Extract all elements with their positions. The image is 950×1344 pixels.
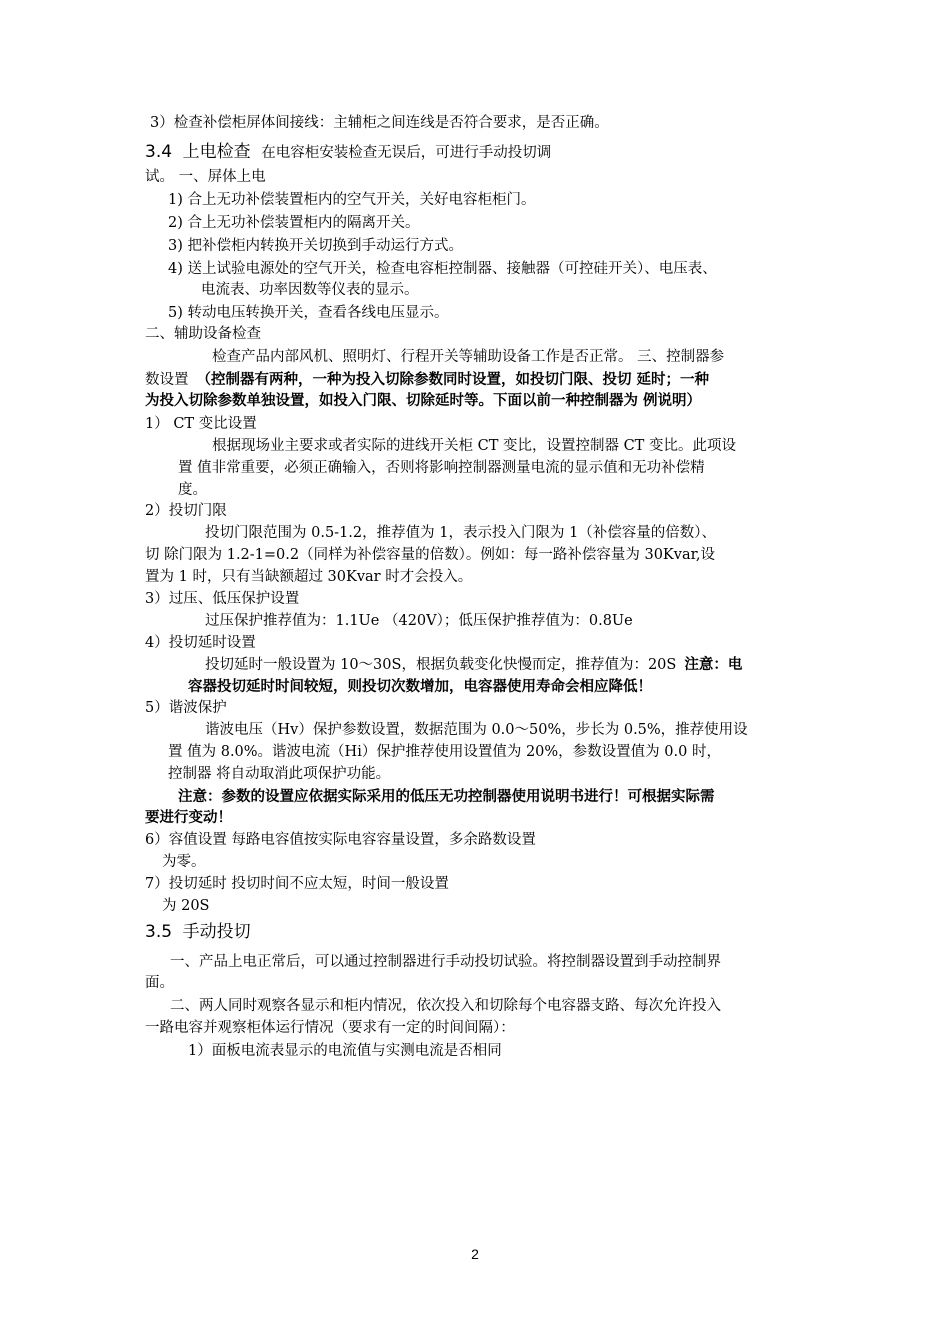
list-item: 5) 转动电压转换开关，查看各线电压显示。 <box>168 305 449 321</box>
text-line: 3）检查补偿柜屏体间接线：主辅柜之间连线是否符合要求，是否正确。 <box>150 115 609 131</box>
list-item: 1) 合上无功补偿装置柜内的空气开关，关好电容柜柜门。 <box>168 192 536 208</box>
text-line: 电流表、功率因数等仪表的显示。 <box>201 282 419 298</box>
bold-note: 容器投切延时时间较短，则投切次数增加，电容器使用寿命会相应降低！ <box>188 678 652 695</box>
text-line: 6）容值设置 每路电容值按实际电容容量设置，多余路数设置 <box>145 832 536 848</box>
text-line: 7）投切延时 投切时间不应太短，时间一般设置 <box>145 876 449 892</box>
subsection-heading: 2）投切门限 <box>145 503 227 519</box>
text-line: 置 值为 8.0%。谐波电流（Hi）保护推荐使用设置值为 20%，参数设置值为 0.0 时， <box>168 744 721 760</box>
text-line: 谐波电压（Hv）保护参数设置，数据范围为 0.0～50%，步长为 0.5%，推荐使用设 <box>205 722 748 738</box>
text-line: 一、产品上电正常后，可以通过控制器进行手动投切试验。将控制器设置到手动控制界 <box>170 954 721 970</box>
text-line: 面。 <box>145 975 174 991</box>
text-line: 根据现场业主要求或者实际的进线开关柜 CT 变比，设置控制器 CT 变比。此项设 <box>212 438 736 454</box>
bold-note: 要进行变动！ <box>145 809 232 826</box>
subsection-heading: 二、辅助设备检查 <box>145 326 261 342</box>
section-number: 3.5 <box>145 922 173 942</box>
list-item: 2) 合上无功补偿装置柜内的隔离开关。 <box>168 215 420 231</box>
subsection-heading: 1） CT 变比设置 <box>145 416 257 432</box>
section-title: 手动投切 <box>182 922 251 942</box>
text-line: 切 除门限为 1.2-1=0.2（同样为补偿容量的倍数）。例如：每一路补偿容量为 30Kvar,设 <box>145 547 716 563</box>
text-line: 为 20S <box>162 898 210 914</box>
text-line: 1）面板电流表显示的电流值与实测电流是否相同 <box>188 1043 502 1059</box>
text-line: 置为 1 时，只有当缺额超过 30Kvar 时才会投入。 <box>145 569 473 585</box>
list-item: 3) 把补偿柜内转换开关切换到手动运行方式。 <box>168 238 463 254</box>
text-line: 度。 <box>178 482 207 498</box>
text-line <box>145 369 709 391</box>
text-line: 控制器 将自动取消此项保护功能。 <box>168 766 391 782</box>
section-intro: 在电容柜安装检查无误后，可进行手动投切调 <box>261 145 552 161</box>
section-title: 上电检查 <box>182 142 251 162</box>
text-line: 投切门限范围为 0.5-1.2，推荐值为 1，表示投入门限为 1（补偿容量的倍数）、 <box>205 525 717 541</box>
text-span: 投切延时一般设置为 10～30S，根据负载变化快慢而定，推荐值为：20S <box>205 657 677 673</box>
text-line: 置 值非常重要，必须正确输入，否则将影响控制器测量电流的显示值和无功补偿精 <box>178 460 705 476</box>
list-item: 4) 送上试验电源处的空气开关，检查电容柜控制器、接触器（可控硅开关）、电压表、 <box>168 261 717 277</box>
text-line: 过压保护推荐值为：1.1Ue （420V）；低压保护推荐值为：0.8Ue <box>205 613 633 629</box>
page-number: 2 <box>471 1246 479 1262</box>
bold-note: （控制器有两种，一种为投入切除参数同时设置，如投切门限、投切 延时；一种 <box>196 371 710 388</box>
subsection-heading: 5）谐波保护 <box>145 700 227 716</box>
subsection-heading: 3）过压、低压保护设置 <box>145 591 300 607</box>
section-3-4-heading <box>145 141 551 164</box>
text-line: 为零。 <box>162 854 206 870</box>
bold-note: 为投入切除参数单独设置，如投入门限、切除延时等。下面以前一种控制器为 例说明） <box>145 392 702 409</box>
bold-note: 注意：电 <box>684 656 743 673</box>
text-line: 检查产品内部风机、照明灯、行程开关等辅助设备工作是否正常。 三、控制器参 <box>212 349 725 365</box>
subsection-heading: 4）投切延时设置 <box>145 635 256 651</box>
section-3-5-heading <box>145 921 251 944</box>
text-line <box>205 654 742 676</box>
bold-note: 注意：参数的设置应依据实际采用的低压无功控制器使用说明书进行！可根据实际需 <box>178 788 715 805</box>
section-number: 3.4 <box>145 142 173 162</box>
text-line: 一路电容并观察柜体运行情况（要求有一定的时间间隔）： <box>145 1020 515 1036</box>
text-line: 二、两人同时观察各显示和柜内情况，依次投入和切除每个电容器支路、每次允许投入 <box>170 998 721 1014</box>
text-span: 数设置 <box>145 372 189 388</box>
text-line: 试。 一、屏体上电 <box>145 169 266 185</box>
